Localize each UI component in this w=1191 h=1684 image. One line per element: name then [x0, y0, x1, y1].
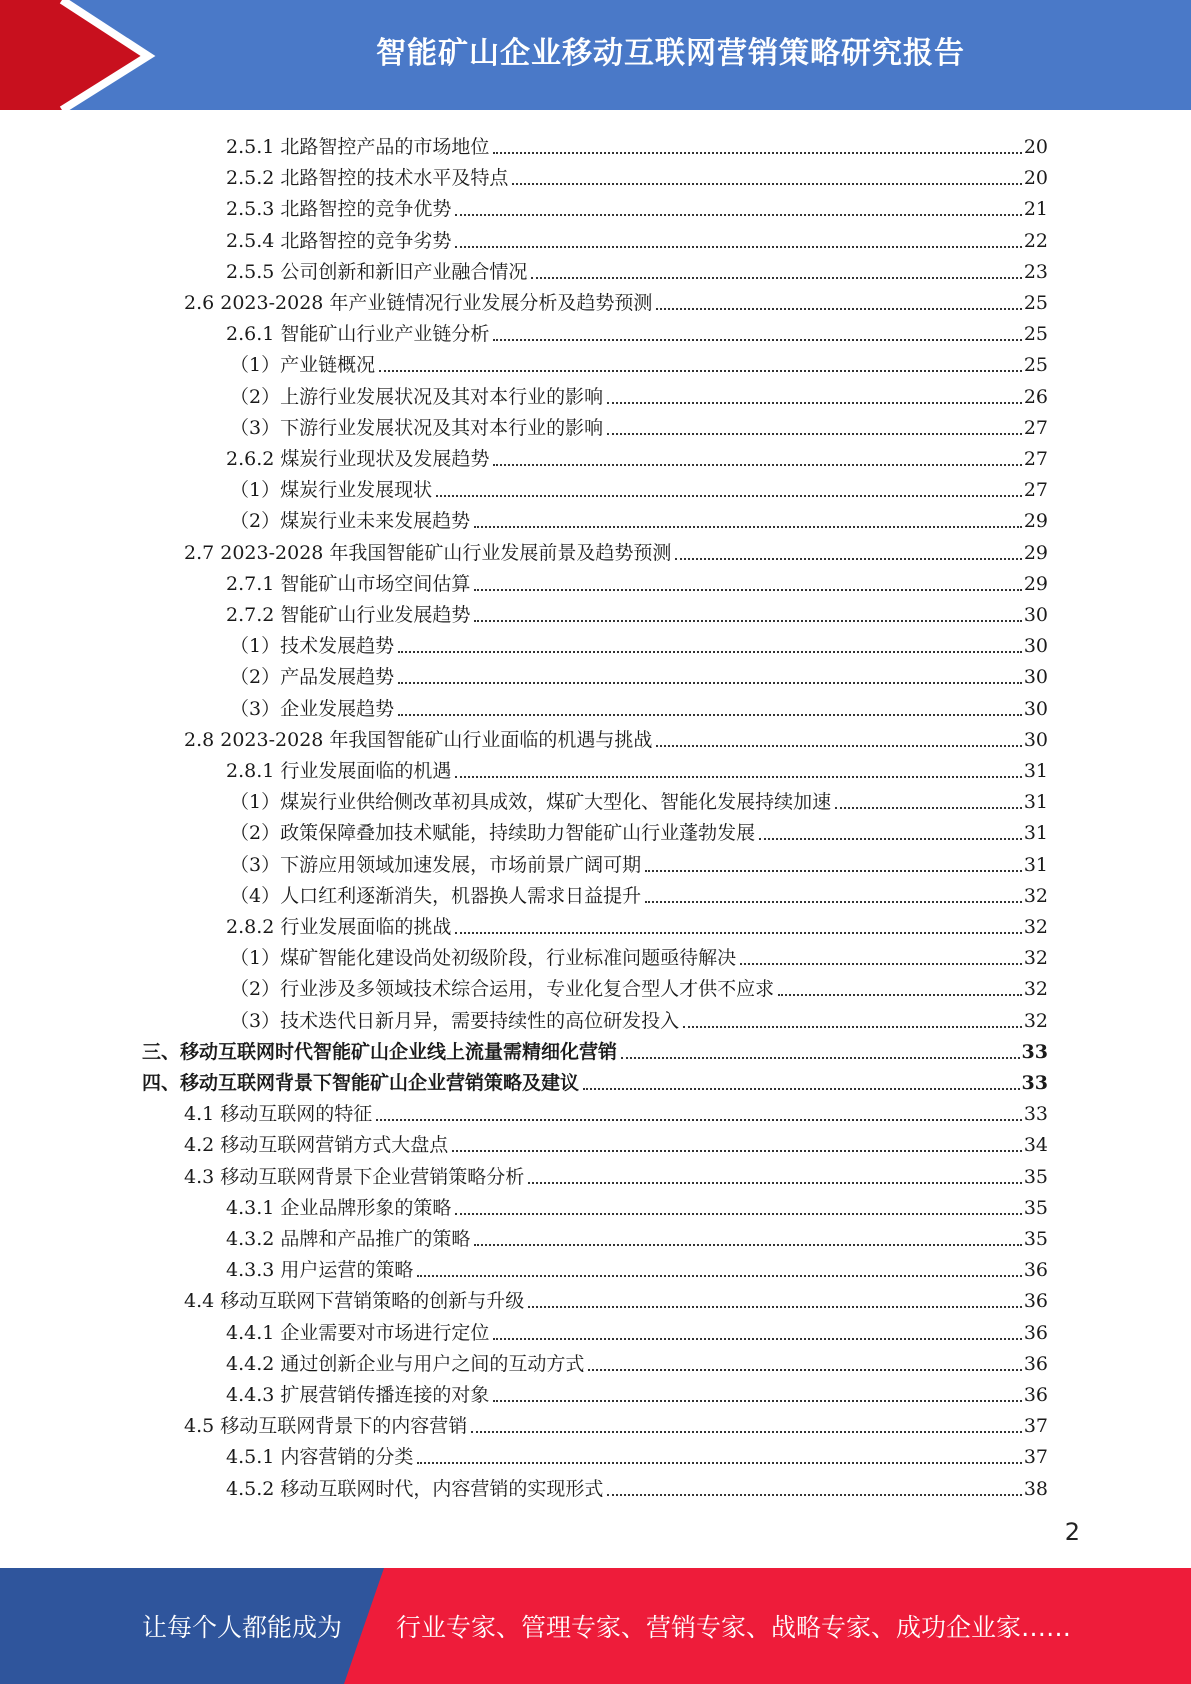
toc-leader-dots — [376, 1119, 1022, 1121]
toc-entry-page: 37 — [1023, 1415, 1048, 1438]
toc-entry-title: （3）企业发展趋势 — [230, 697, 395, 720]
toc-leader-dots — [493, 1400, 1021, 1402]
toc-entry[interactable] — [142, 1033, 1048, 1064]
toc-entry[interactable] — [226, 128, 1048, 159]
toc-leader-dots — [474, 620, 1021, 622]
toc-entry-page: 20 — [1023, 167, 1048, 190]
toc-entry-title: （2）煤炭行业未来发展趋势 — [230, 510, 471, 533]
toc-entry-title: 2.6 2023-2028 年产业链情况行业发展分析及趋势预测 — [184, 292, 653, 314]
toc-entry-page: 30 — [1023, 635, 1048, 658]
toc-entry[interactable] — [226, 1470, 1048, 1501]
toc-leader-dots — [645, 870, 1022, 872]
toc-leader-dots — [398, 714, 1022, 716]
toc-entry-page: 29 — [1023, 541, 1048, 564]
toc-entry[interactable] — [226, 1376, 1048, 1407]
toc-entry[interactable] — [226, 222, 1048, 253]
toc-entry-page: 35 — [1023, 1196, 1048, 1219]
toc-entry[interactable] — [184, 1407, 1048, 1438]
toc-entry-page: 31 — [1023, 760, 1048, 782]
toc-entry-title: （3）下游行业发展状况及其对本行业的影响 — [230, 416, 604, 439]
toc-entry-title: 4.4.3 扩展营销传播连接的对象 — [226, 1384, 490, 1406]
toc-entry[interactable] — [230, 378, 1048, 409]
toc-leader-dots — [455, 776, 1021, 778]
toc-entry[interactable] — [184, 284, 1048, 315]
toc-entry[interactable] — [226, 253, 1048, 284]
toc-entry[interactable] — [184, 1095, 1048, 1126]
toc-entry[interactable] — [226, 1220, 1048, 1251]
toc-entry-page: 36 — [1023, 1384, 1048, 1406]
toc-entry-page: 36 — [1023, 1321, 1048, 1344]
toc-entry-title: 三、移动互联网时代智能矿山企业线上流量需精细化营销 — [142, 1040, 618, 1063]
toc-entry[interactable] — [226, 440, 1048, 471]
toc-leader-dots — [455, 246, 1021, 248]
toc-entry[interactable] — [226, 159, 1048, 190]
toc-entry[interactable] — [230, 502, 1048, 533]
toc-entry-page: 22 — [1023, 229, 1048, 252]
toc-entry[interactable] — [226, 596, 1048, 627]
toc-entry-title: 2.8 2023-2028 年我国智能矿山行业面临的机遇与挑战 — [184, 728, 653, 751]
toc-entry-page: 36 — [1023, 1352, 1048, 1375]
toc-entry-title: 4.3 移动互联网背景下企业营销策略分析 — [184, 1165, 525, 1188]
toc-leader-dots — [621, 1057, 1020, 1059]
toc-entry-page: 26 — [1023, 385, 1048, 408]
toc-entry-title: 2.6.1 智能矿山行业产业链分析 — [226, 323, 490, 346]
toc-entry-title: 2.5.2 北路智控的技术水平及特点 — [226, 167, 509, 190]
toc-entry-page: 20 — [1023, 136, 1048, 158]
footer-slogan-left: 让每个人都能成为 — [142, 1613, 343, 1642]
toc-entry-page: 33 — [1023, 1103, 1048, 1126]
toc-entry-title: （4）人口红利逐渐消失，机器换人需求日益提升 — [230, 884, 642, 907]
toc-entry-title: （3）技术迭代日新月异，需要持续性的高位研发投入 — [230, 1009, 680, 1032]
toc-leader-dots — [645, 901, 1022, 903]
toc-leader-dots — [379, 370, 1022, 372]
toc-entry-title: 4.4.2 通过创新企业与用户之间的互动方式 — [226, 1352, 585, 1375]
toc-entry-page: 30 — [1023, 604, 1048, 626]
toc-entry[interactable] — [230, 1002, 1048, 1033]
toc-entry[interactable] — [230, 690, 1048, 721]
toc-entry-title: 2.8.2 行业发展面临的挑战 — [226, 916, 452, 938]
toc-leader-dots — [493, 152, 1021, 154]
toc-entry[interactable] — [230, 970, 1048, 1001]
toc-entry-page: 31 — [1023, 791, 1048, 814]
toc-leader-dots — [759, 838, 1022, 840]
toc-leader-dots — [512, 183, 1021, 185]
toc-entry[interactable] — [226, 565, 1048, 596]
page-footer — [0, 1568, 1191, 1684]
toc-leader-dots — [493, 1338, 1021, 1340]
toc-entry-page: 35 — [1023, 1165, 1048, 1188]
toc-entry-page: 30 — [1023, 728, 1048, 751]
toc-entry-page: 33 — [1021, 1040, 1048, 1063]
toc-entry[interactable] — [184, 1282, 1048, 1313]
toc-entry-page: 29 — [1023, 510, 1048, 533]
toc-entry-title: （2）政策保障叠加技术赋能，持续助力智能矿山行业蓬勃发展 — [230, 822, 756, 845]
header-arrow-emblem — [0, 0, 160, 110]
toc-entry-title: （1）煤矿智能化建设尚处初级阶段，行业标准问题亟待解决 — [230, 947, 737, 970]
toc-entry[interactable] — [230, 627, 1048, 658]
toc-entry-title: （1）煤炭行业发展现状 — [230, 479, 433, 502]
toc-entry-title: （2）产品发展趋势 — [230, 666, 395, 689]
toc-entry-page: 31 — [1023, 853, 1048, 876]
toc-leader-dots — [607, 433, 1022, 435]
toc-entry[interactable] — [184, 721, 1048, 752]
toc-entry[interactable] — [226, 190, 1048, 221]
toc-entry-title: 4.4 移动互联网下营销策略的创新与升级 — [184, 1290, 525, 1313]
toc-leader-dots — [452, 1150, 1022, 1152]
toc-entry-page: 32 — [1023, 1009, 1048, 1032]
toc-leader-dots — [455, 1213, 1021, 1215]
toc-entry[interactable] — [230, 939, 1048, 970]
toc-entry[interactable] — [226, 1189, 1048, 1220]
toc-entry-title: 2.5.4 北路智控的竞争劣势 — [226, 229, 452, 252]
toc-entry-title: 4.5.1 内容营销的分类 — [226, 1446, 414, 1469]
toc-entry-title: 2.6.2 煤炭行业现状及发展趋势 — [226, 448, 490, 470]
toc-entry-title: 2.7.1 智能矿山市场空间估算 — [226, 572, 471, 595]
toc-entry-title: （1）产业链概况 — [230, 354, 376, 377]
toc-entry[interactable] — [184, 1126, 1048, 1157]
toc-entry-page: 25 — [1023, 292, 1048, 314]
toc-entry-title: （3）下游应用领域加速发展，市场前景广阔可期 — [230, 853, 642, 876]
toc-entry-title: （2）上游行业发展状况及其对本行业的影响 — [230, 385, 604, 408]
toc-leader-dots — [474, 589, 1021, 591]
toc-entry-title: 4.4.1 企业需要对市场进行定位 — [226, 1321, 490, 1344]
toc-entry-title: （2）行业涉及多领域技术综合运用，专业化复合型人才供不应求 — [230, 978, 775, 1001]
toc-entry-title: 2.7.2 智能矿山行业发展趋势 — [226, 604, 471, 626]
toc-entry-title: 2.5.1 北路智控产品的市场地位 — [226, 136, 490, 158]
toc-leader-dots — [455, 214, 1021, 216]
toc-entry-page: 33 — [1021, 1072, 1048, 1094]
toc-entry-title: 2.5.3 北路智控的竞争优势 — [226, 198, 452, 221]
toc-entry-title: 4.1 移动互联网的特征 — [184, 1103, 373, 1126]
toc-leader-dots — [583, 1088, 1020, 1090]
toc-entry-title: 4.3.2 品牌和产品推广的策略 — [226, 1228, 471, 1250]
toc-entry-title: 4.5 移动互联网背景下的内容营销 — [184, 1415, 468, 1438]
toc-leader-dots — [778, 994, 1022, 996]
toc-entry-page: 27 — [1023, 448, 1048, 470]
toc-entry-title: 4.5.2 移动互联网时代，内容营销的实现形式 — [226, 1477, 604, 1500]
report-title: 智能矿山企业移动互联网营销策略研究报告 — [376, 36, 965, 71]
toc-entry-page: 23 — [1023, 260, 1048, 283]
toc-entry[interactable] — [230, 877, 1048, 908]
toc-entry-title: 四、移动互联网背景下智能矿山企业营销策略及建议 — [142, 1072, 580, 1094]
toc-entry-page: 31 — [1023, 822, 1048, 845]
toc-entry-page: 36 — [1023, 1290, 1048, 1313]
toc-leader-dots — [528, 1182, 1022, 1184]
toc-entry-title: （1）技术发展趋势 — [230, 635, 395, 658]
toc-entry-page: 30 — [1023, 666, 1048, 689]
toc-entry[interactable] — [226, 908, 1048, 939]
toc-entry-page: 21 — [1023, 198, 1048, 221]
toc-entry[interactable] — [230, 783, 1048, 814]
footer-slogan-right: 行业专家、管理专家、营销专家、战略专家、成功企业家…… — [396, 1613, 1072, 1642]
toc-entry[interactable] — [230, 471, 1048, 502]
toc-leader-dots — [740, 963, 1022, 965]
toc-entry-page: 36 — [1023, 1259, 1048, 1282]
toc-entry[interactable] — [226, 1345, 1048, 1376]
toc-leader-dots — [656, 745, 1021, 747]
toc-leader-dots — [528, 1306, 1022, 1308]
toc-entry[interactable] — [226, 752, 1048, 783]
toc-leader-dots — [398, 651, 1022, 653]
toc-entry-title: 2.5.5 公司创新和新旧产业融合情况 — [226, 260, 528, 283]
toc-leader-dots — [835, 807, 1022, 809]
toc-entry[interactable] — [184, 534, 1048, 565]
toc-entry-title: 4.3.3 用户运营的策略 — [226, 1259, 414, 1282]
toc-entry-title: 2.7 2023-2028 年我国智能矿山行业发展前景及趋势预测 — [184, 541, 672, 564]
toc-leader-dots — [531, 277, 1021, 279]
toc-entry-page: 27 — [1023, 479, 1048, 502]
toc-entry-title: 4.3.1 企业品牌形象的策略 — [226, 1196, 452, 1219]
toc-entry[interactable] — [184, 1158, 1048, 1189]
toc-entry-page: 32 — [1023, 884, 1048, 907]
toc-entry-page: 27 — [1023, 416, 1048, 439]
toc-entry-page: 30 — [1023, 697, 1048, 720]
toc-entry[interactable] — [230, 658, 1048, 689]
toc-entry[interactable] — [230, 814, 1048, 845]
toc-entry-page: 32 — [1023, 916, 1048, 938]
toc-leader-dots — [474, 1244, 1021, 1246]
toc-entry-page: 32 — [1023, 978, 1048, 1001]
toc-leader-dots — [455, 932, 1021, 934]
toc-leader-dots — [398, 682, 1022, 684]
toc-entry[interactable] — [230, 409, 1048, 440]
toc-leader-dots — [417, 1275, 1021, 1277]
toc-entry-page: 34 — [1023, 1134, 1048, 1157]
toc-entry-title: 4.2 移动互联网营销方式大盘点 — [184, 1134, 449, 1157]
toc-entry[interactable] — [230, 846, 1048, 877]
toc-entry-page: 35 — [1023, 1228, 1048, 1250]
toc-entry[interactable] — [230, 346, 1048, 377]
toc-leader-dots — [656, 308, 1021, 310]
toc-leader-dots — [675, 558, 1021, 560]
page-number: 2 — [1064, 1518, 1080, 1546]
toc-entry[interactable] — [226, 1251, 1048, 1282]
toc-leader-dots — [436, 495, 1022, 497]
toc-leader-dots — [607, 1494, 1021, 1496]
toc-entry[interactable] — [226, 315, 1048, 346]
toc-entry-page: 32 — [1023, 947, 1048, 970]
toc-entry-page: 29 — [1023, 572, 1048, 595]
toc-entry-title: 2.8.1 行业发展面临的机遇 — [226, 760, 452, 782]
toc-entry-page: 37 — [1023, 1446, 1048, 1469]
toc-leader-dots — [493, 464, 1021, 466]
toc-entry[interactable] — [226, 1314, 1048, 1345]
toc-leader-dots — [493, 339, 1021, 341]
toc-entry-page: 38 — [1023, 1477, 1048, 1500]
toc-leader-dots — [417, 1462, 1021, 1464]
toc-leader-dots — [588, 1369, 1021, 1371]
toc-leader-dots — [471, 1431, 1022, 1433]
toc-entry-page: 25 — [1023, 323, 1048, 346]
toc-leader-dots — [474, 526, 1022, 528]
toc-entry-title: （1）煤炭行业供给侧改革初具成效，煤矿大型化、智能化发展持续加速 — [230, 791, 832, 814]
toc-leader-dots — [607, 402, 1022, 404]
toc-entry[interactable] — [226, 1438, 1048, 1469]
page-header — [0, 0, 1191, 110]
toc-entry-page: 25 — [1023, 354, 1048, 377]
toc-entry[interactable] — [142, 1064, 1048, 1095]
toc-leader-dots — [683, 1026, 1022, 1028]
